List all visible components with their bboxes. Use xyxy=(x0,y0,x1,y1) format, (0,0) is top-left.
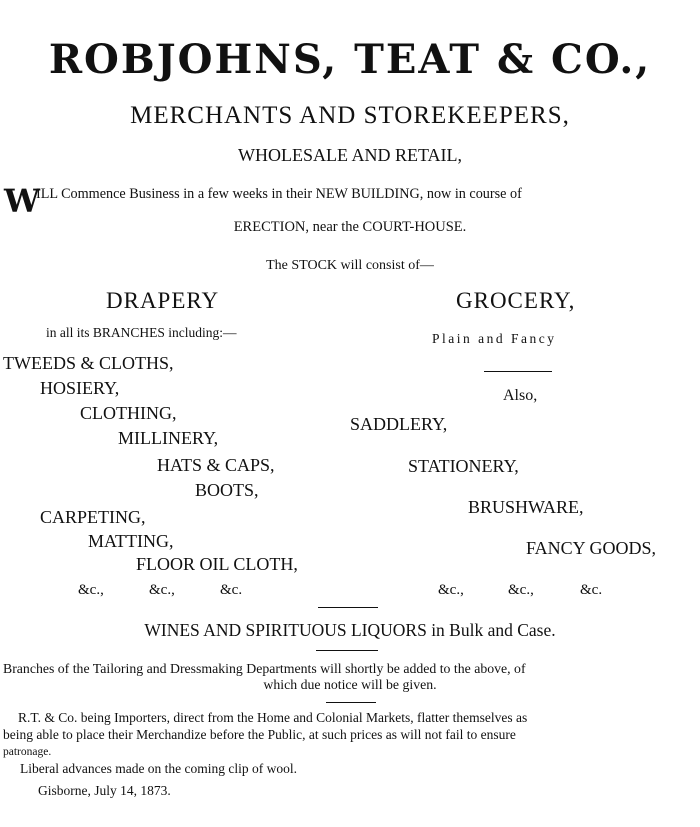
grocery-item: SADDLERY, xyxy=(350,414,448,434)
divider xyxy=(316,650,378,651)
drapery-item: CARPETING, xyxy=(40,507,146,527)
drapery-title: DRAPERY xyxy=(106,288,220,313)
drapery-etc: &c., xyxy=(78,582,104,598)
drapery-item: BOOTS, xyxy=(195,480,259,500)
grocery-title: GROCERY, xyxy=(456,288,576,313)
signoff: Gisborne, July 14, 1873. xyxy=(38,783,171,798)
intro-line-2: ERECTION, near the COURT-HOUSE. xyxy=(233,219,467,235)
drapery-item: FLOOR OIL CLOTH, xyxy=(136,554,298,574)
drop-cap: W xyxy=(4,182,40,220)
grocery-item: FANCY GOODS, xyxy=(526,538,657,558)
drapery-etc: &c., xyxy=(149,582,175,598)
grocery-subtitle: Plain and Fancy xyxy=(432,331,557,346)
grocery-etc: &c., xyxy=(438,582,464,598)
grocery-etc: &c., xyxy=(508,582,534,598)
grocery-divider xyxy=(484,371,552,372)
drapery-item: MILLINERY, xyxy=(118,428,219,448)
trade-line: WHOLESALE AND RETAIL, xyxy=(237,145,463,165)
drapery-item: HOSIERY, xyxy=(40,378,120,398)
advances-line: Liberal advances made on the coming clip of wool. xyxy=(20,761,298,776)
drapery-etc: &c. xyxy=(220,582,243,598)
wines-line: WINES AND SPIRITUOUS LIQUORS in Bulk and Case. xyxy=(144,620,556,640)
drapery-item: TWEEDS & CLOTHS, xyxy=(3,353,174,373)
drapery-item: MATTING, xyxy=(88,531,174,551)
importers-line-1: R.T. & Co. being Importers, direct from the Home and Colonial Markets, flatter themselves as xyxy=(18,710,528,725)
branches-line-2: which due notice will be given. xyxy=(263,677,437,692)
divider xyxy=(318,607,378,608)
stock-line: The STOCK will consist of— xyxy=(266,258,434,273)
grocery-item: STATIONERY, xyxy=(408,456,519,476)
grocery-also: Also, xyxy=(503,387,538,404)
firm-name: ROBJOHNS, TEAT & CO., xyxy=(48,36,652,83)
grocery-etc: &c. xyxy=(580,582,603,598)
importers-line-2: being able to place their Merchandize before the Public, at such prices as will not fail to ensure xyxy=(3,727,516,742)
importers-line-3: patronage. xyxy=(3,746,52,758)
branches-line-1: Branches of the Tailoring and Dressmaking Departments will shortly be added to the above, of xyxy=(3,661,526,676)
grocery-item: BRUSHWARE, xyxy=(468,497,584,517)
intro-line-1: ILL Commence Business in a few weeks in their NEW BUILDING, now in course of xyxy=(36,186,522,202)
drapery-item: HATS & CAPS, xyxy=(157,455,275,475)
divider xyxy=(326,702,376,703)
drapery-item: CLOTHING, xyxy=(80,403,177,423)
subtitle: MERCHANTS AND STOREKEEPERS, xyxy=(130,102,570,129)
drapery-subtitle: in all its BRANCHES including:— xyxy=(46,325,237,340)
